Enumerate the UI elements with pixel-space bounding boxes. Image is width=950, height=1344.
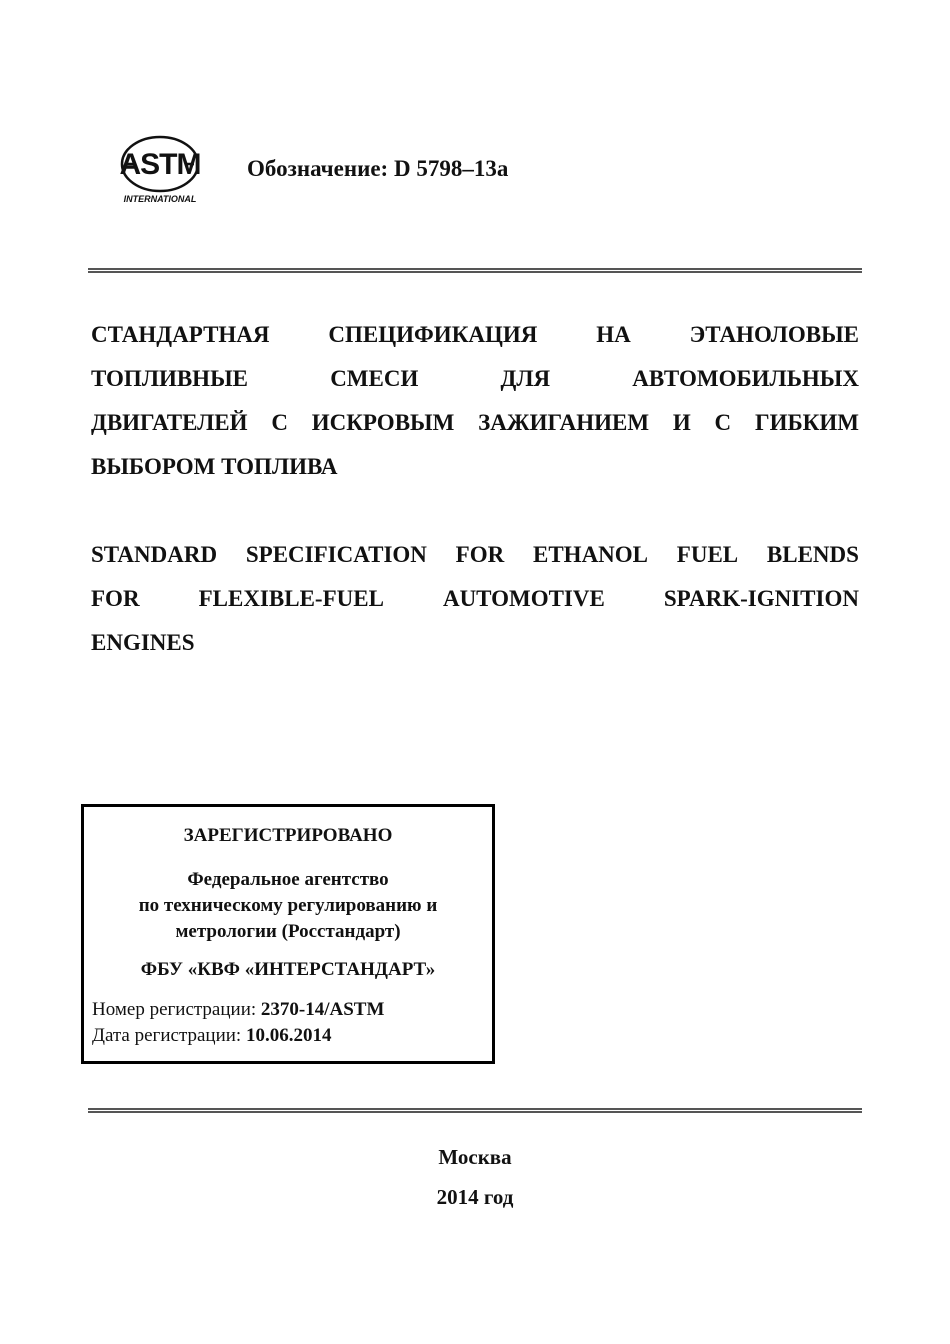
title-ru-word: ВЫБОРОМ ТОПЛИВА: [91, 454, 338, 479]
registration-number-label: Номер регистрации:: [92, 999, 261, 1020]
title-en-word: ETHANOL: [533, 542, 649, 567]
title-ru-word: СТАНДАРТНАЯ: [91, 322, 270, 347]
title-en-line: [91, 621, 859, 665]
title-ru-line: [91, 357, 859, 401]
registration-details: [92, 997, 384, 1049]
title-ru-word: АВТОМОБИЛЬНЫХ: [632, 366, 859, 391]
registration-date-label: Дата регистрации:: [92, 1025, 246, 1046]
title-ru-word: ДВИГАТЕЛЕЙ: [91, 410, 248, 435]
title-ru-word: С: [714, 410, 732, 435]
title-ru-word: ЭТАНОЛОВЫЕ: [689, 322, 859, 347]
title-en-line: [91, 533, 859, 577]
title-en-word: FLEXIBLE-FUEL: [198, 586, 384, 611]
registration-date: [92, 1023, 384, 1049]
title-ru-word: И: [672, 410, 691, 435]
title-ru-word: ГИБКИМ: [754, 410, 859, 435]
registration-fbu: ФБУ «КВФ «ИНТЕРСТАНДАРТ»: [140, 959, 436, 980]
registration-box: [81, 804, 495, 1064]
year: 2014 год: [436, 1185, 514, 1209]
agency-line: по техническому регулированию и: [138, 895, 438, 916]
logo-caption: INTERNATIONAL: [123, 194, 197, 204]
top-divider: [88, 268, 862, 273]
title-en-word: FOR: [455, 542, 505, 567]
title-russian: [91, 313, 859, 489]
title-ru-word: СПЕЦИФИКАЦИЯ: [328, 322, 538, 347]
title-en-word: ENGINES: [91, 630, 195, 655]
title-ru-word: НА: [596, 322, 631, 347]
title-english: [91, 533, 859, 665]
title-ru-word: СМЕСИ: [330, 366, 419, 391]
title-ru-word: ЗАЖИГАНИЕМ: [478, 410, 650, 435]
title-ru-word: ТОПЛИВНЫЕ: [91, 366, 249, 391]
title-en-word: STANDARD: [91, 542, 218, 567]
astm-logo-icon: [118, 134, 202, 194]
svg-text:ASTM: ASTM: [119, 148, 201, 181]
city: Москва: [438, 1145, 512, 1169]
bottom-divider: [88, 1108, 862, 1113]
title-ru-line: [91, 313, 859, 357]
title-en-word: SPARK-IGNITION: [663, 586, 859, 611]
registration-agency: [84, 867, 492, 945]
title-ru-word: ДЛЯ: [500, 366, 551, 391]
title-ru-line: [91, 401, 859, 445]
title-ru-word: ИСКРОВЫМ: [311, 410, 455, 435]
astm-logo: [118, 134, 202, 210]
registration-date-value: 10.06.2014: [245, 1025, 332, 1046]
title-en-word: SPECIFICATION: [245, 542, 427, 567]
title-en-word: FUEL: [676, 542, 739, 567]
title-en-word: AUTOMOTIVE: [442, 586, 605, 611]
title-en-word: BLENDS: [766, 542, 859, 567]
registration-number: [92, 997, 384, 1023]
agency-line: метрологии (Росстандарт): [175, 921, 401, 942]
title-en-word: FOR: [91, 586, 140, 611]
title-ru-line: [91, 445, 859, 489]
title-en-line: [91, 577, 859, 621]
registration-heading: ЗАРЕГИСТРИРОВАНО: [183, 825, 393, 846]
designation: Обозначение: D 5798–13a: [247, 156, 509, 181]
agency-line: Федеральное агентство: [187, 869, 389, 890]
title-ru-word: С: [271, 410, 288, 435]
registration-number-value: 2370-14/ASTM: [260, 999, 385, 1020]
